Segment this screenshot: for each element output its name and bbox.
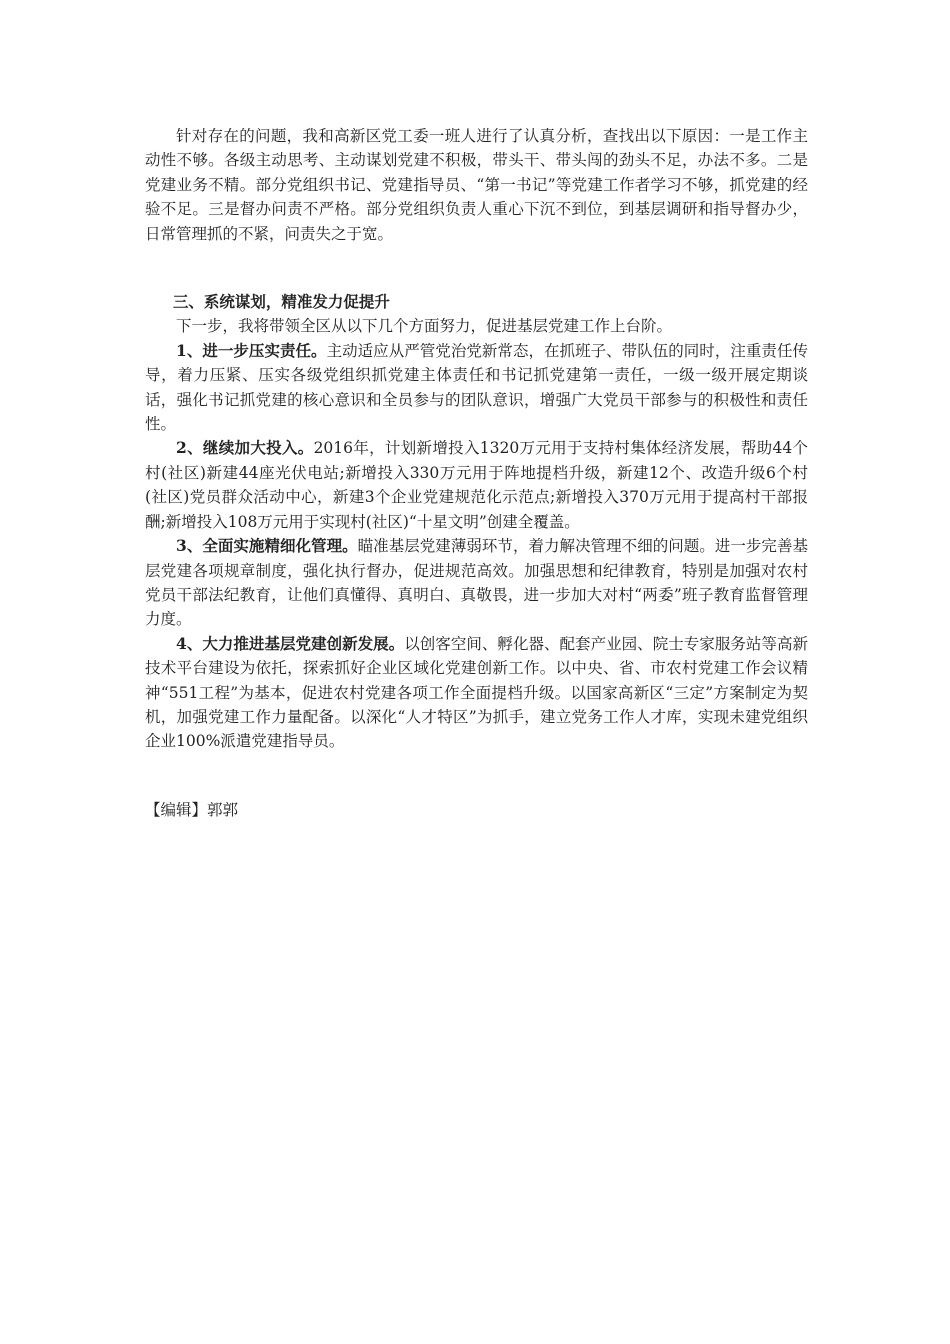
- item-paragraph-3: [145, 534, 808, 632]
- article-body: [145, 124, 808, 822]
- section-heading: 三、系统谋划，精准发力促提升: [172, 292, 390, 312]
- item-lead-2: 2、继续加大投入。: [176, 438, 314, 458]
- editor-gap: [145, 754, 808, 798]
- item-paragraph-1: [145, 339, 808, 437]
- item-body-3: 瞄准基层党建薄弱环节，着力解决管理不细的问题。进一步完善基层党建各项规章制度，强化执行督办，促进规范高效。加强思想和纪律教育，特别是加强对农村党员干部法纪教育，让他们真懂得、真明白、真敬畏，进一步加大对村“两委”班子教育监督管理力度。: [145, 537, 808, 629]
- item-body-2: 2016年，计划新增投入1320万元用于支持村集体经济发展，帮助44个村(社区)新建44座光伏电站;新增投入330万元用于阵地提档升级，新建12个、改造升级6个村 (社区)党员群众活动中心，新建3个企业党建规范化示范点;新增投入370万元用于提高村干部报酬;新增投入108万元用于实现村(社区)“十星文明”创建全覆盖。: [145, 439, 808, 531]
- item-paragraph-4: [145, 632, 808, 754]
- item-body-1: 主动适应从严管党治党新常态，在抓班子、带队伍的同时，注重责任传导，着力压紧、压实各级党组织抓党建主体责任和书记抓党建第一责任，一级一级开展定期谈话，强化书记抓党建的核心意识和全员参与的团队意识，增强广大党员干部参与的积极性和责任性。: [145, 341, 808, 434]
- section-gap: [145, 246, 808, 290]
- item-paragraph-2: [145, 436, 808, 534]
- item-body-4: 以创客空间、孵化器、配套产业园、院士专家服务站等高新技术平台建设为依托，探索抓好企业区域化党建创新工作。以中央、省、市农村党建工作会议精神“551工程”为基本，促进农村党建各项工作全面提档升级。以国家高新区“三定”方案制定为契机，加强党建工作力量配备。以深化“人才特区”为抓手，建立党务工作人才库，实现未建党组织企业100%派遣党建指导员。: [145, 634, 808, 751]
- item-lead-1: 1、进一步压实责任。: [176, 340, 327, 360]
- item-lead-4: 4、大力推进基层党建创新发展。: [176, 633, 405, 653]
- editor-credit: 【编辑】郭郭: [145, 800, 239, 819]
- intro-paragraph: 针对存在的问题，我和高新区党工委一班人进行了认真分析，查找出以下原因：一是工作主动性不够。各级主动思考、主动谋划党建不积极，带头干、带头闯的劲头不足，办法不多。二是党建业务不精。部分党组织书记、党建指导员、“第一书记”等党建工作者学习不够，抓党建的经验不足。三是督办问责不严格。部分党组织负责人重心下沉不到位，到基层调研和指导督办少，日常管理抓的不紧，问责失之于宽。: [145, 127, 808, 243]
- section-lead-paragraph: 下一步，我将带领全区从以下几个方面努力，促进基层党建工作上台阶。: [176, 317, 673, 336]
- item-lead-3: 3、全面实施精细化管理。: [176, 536, 358, 556]
